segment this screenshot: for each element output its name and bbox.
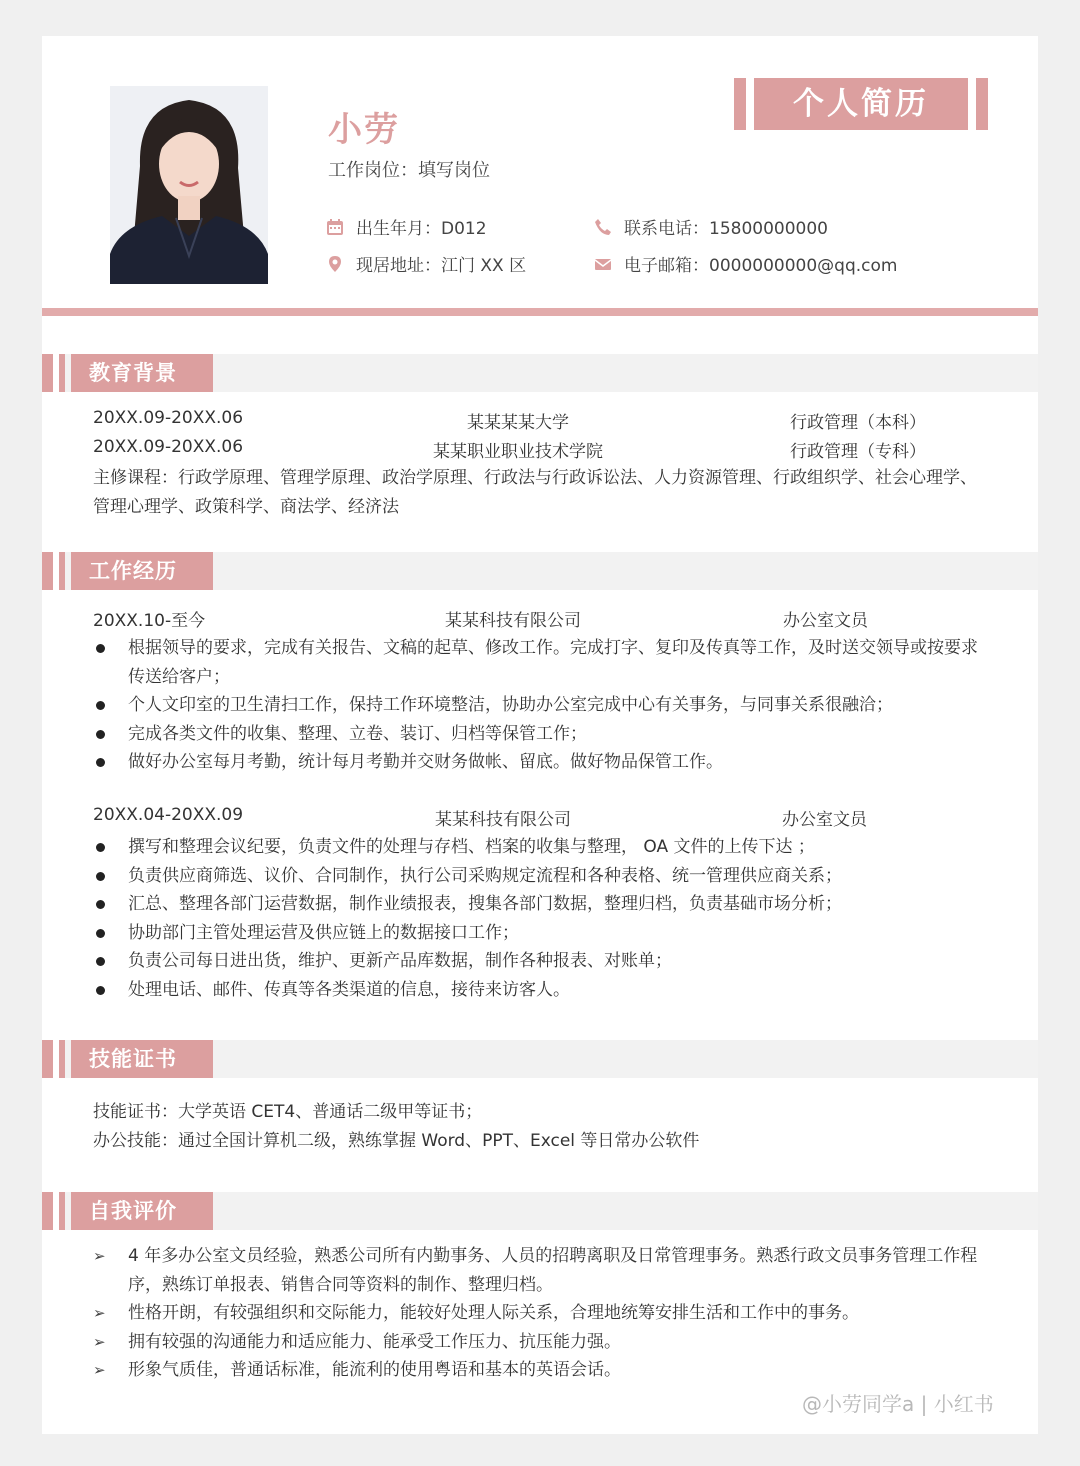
resume-page: [42, 36, 1038, 1434]
resume-title: 个人简历: [754, 78, 968, 130]
phone-icon: [594, 218, 612, 236]
job-role: 办公室文员: [782, 810, 867, 830]
badge-bar-left: [734, 78, 746, 130]
job-duties: [93, 833, 988, 1004]
education-row: [93, 408, 973, 434]
skill-line: 技能证书：大学英语 CET4、普通话二级甲等证书；: [93, 1102, 483, 1122]
work-title: 工作经历: [71, 552, 213, 590]
evaluation-item: ➢ 拥有较强的沟通能力和适应能力、能承受工作压力、抗压能力强。: [93, 1328, 988, 1357]
section-heading: [42, 552, 213, 590]
watermark: @小劳同学a | 小红书: [802, 1392, 994, 1416]
mail-icon: [594, 255, 612, 273]
self-title: 自我评价: [71, 1192, 213, 1230]
duty-item: 根据领导的要求，完成有关报告、文稿的起草、修改工作。完成打字、复印及传真等工作，及时送交领导或按要求传送给客户；: [93, 634, 988, 691]
job-period: 20XX.04-20XX.09: [93, 805, 244, 825]
section-heading: [42, 1192, 213, 1230]
evaluation-item: ➢ 4 年多办公室文员经验，熟悉公司所有内勤事务、人员的招聘离职及日常管理事务。熟悉行政文员事务管理工作程序，熟练订单报表、销售合同等资料的制作、整理归档。: [93, 1242, 988, 1299]
duty-item: 完成各类文件的收集、整理、立卷、装订、归档等保管工作；: [93, 720, 988, 749]
email-info: [594, 251, 897, 276]
education-title: 教育背景: [71, 354, 213, 392]
skills-title: 技能证书: [71, 1040, 213, 1078]
resume-title-badge: [734, 78, 988, 130]
duty-item: 处理电话、邮件、传真等各类渠道的信息，接待来访客人。: [93, 976, 988, 1005]
job-company: 某某科技有限公司: [445, 611, 581, 631]
job-company: 某某科技有限公司: [435, 810, 571, 830]
evaluation-item: ➢ 形象气质佳，普通话标准，能流利的使用粤语和基本的英语会话。: [93, 1356, 988, 1385]
duty-item: 汇总、整理各部门运营数据，制作业绩报表，搜集各部门数据，整理归档，负责基础市场分析；: [93, 890, 988, 919]
duty-item: 负责供应商筛选、议价、合同制作，执行公司采购规定流程和各种表格、统一管理供应商关系；: [93, 862, 988, 891]
job-position: 工作岗位：填写岗位: [328, 160, 490, 181]
address-text: 现居地址：江门 XX 区: [356, 256, 527, 276]
courses-text: 主修课程：行政学原理、管理学原理、政治学原理、行政法与行政诉讼法、人力资源管理、行政组织学、社会心理学、管理心理学、政策科学、商法学、经济法: [93, 468, 977, 517]
job-period: 20XX.10-至今: [93, 611, 206, 631]
section-heading: [42, 354, 213, 392]
calendar-icon: [326, 218, 344, 236]
skill-line: 办公技能：通过全国计算机二级，熟练掌握 Word、PPT、Excel 等日常办公软件: [93, 1131, 700, 1151]
duty-item: 负责公司每日进出货，维护、更新产品库数据，制作各种报表、对账单；: [93, 947, 988, 976]
location-icon: [326, 255, 344, 273]
education-row: [93, 437, 973, 463]
section-heading: [42, 1040, 213, 1078]
birth-info: [326, 214, 487, 239]
self-evaluation-list: [93, 1242, 988, 1385]
job-row: [93, 805, 973, 831]
work-section: [42, 552, 1038, 1022]
job-duties: [93, 634, 988, 777]
evaluation-item: ➢ 性格开朗，有较强组织和交际能力，能较好处理人际关系，合理地统筹安排生活和工作中的事务。: [93, 1299, 988, 1328]
edu-school: 某某某某大学: [467, 413, 569, 433]
duty-item: 个人文印室的卫生清扫工作，保持工作环境整洁，协助办公室完成中心有关事务，与同事关系很融洽；: [93, 691, 988, 720]
phone-text: 联系电话：15800000000: [624, 219, 828, 239]
edu-major: 行政管理（专科）: [790, 442, 926, 462]
profile-photo: [110, 86, 268, 284]
duty-item: 做好办公室每月考勤，统计每月考勤并交财务做帐、留底。做好物品保管工作。: [93, 748, 988, 777]
portrait-image: [110, 86, 268, 284]
edu-major: 行政管理（本科）: [790, 413, 926, 433]
birth-text: 出生年月：D012: [356, 219, 487, 239]
self-evaluation-section: [42, 1192, 1038, 1392]
edu-period: 20XX.09-20XX.06: [93, 437, 244, 457]
job-row: [93, 606, 973, 632]
edu-school: 某某职业职业技术学院: [433, 442, 603, 462]
job-role: 办公室文员: [783, 611, 868, 631]
candidate-name: 小劳: [328, 110, 400, 150]
email-text: 电子邮箱：0000000000@qq.com: [624, 256, 898, 276]
badge-bar-right: [976, 78, 988, 130]
duty-item: 协助部门主管处理运营及供应链上的数据接口工作；: [93, 919, 988, 948]
phone-info: [594, 214, 828, 239]
header-divider: [42, 308, 1038, 316]
duty-item: 撰写和整理会议纪要，负责文件的处理与存档、档案的收集与整理， OA 文件的上传下达 ；: [93, 833, 988, 862]
edu-period: 20XX.09-20XX.06: [93, 408, 244, 428]
skills-section: [42, 1040, 1038, 1170]
education-section: [42, 354, 1038, 554]
address-info: [326, 251, 526, 276]
